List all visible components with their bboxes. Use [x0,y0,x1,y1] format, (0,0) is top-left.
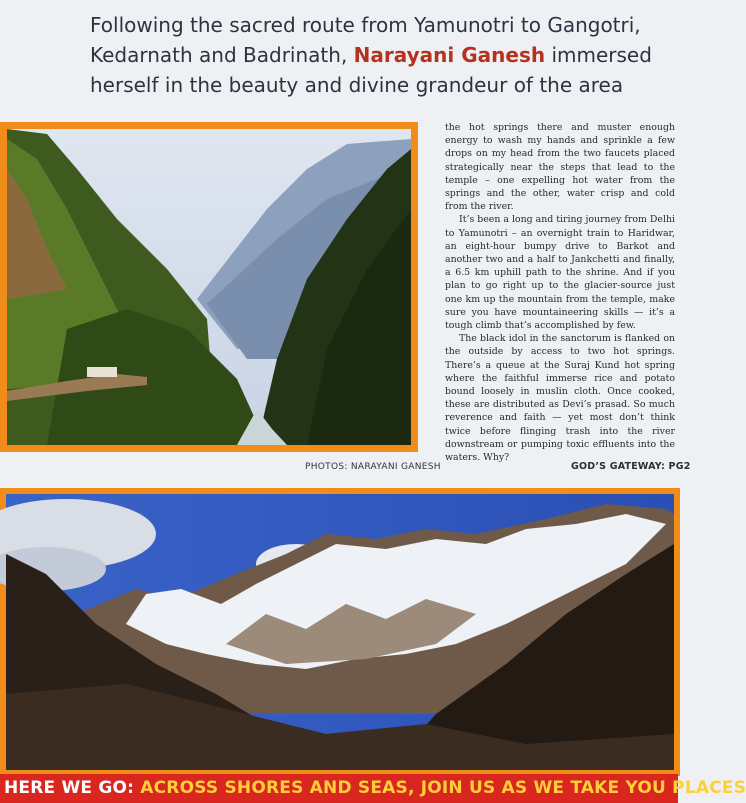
banner-lead: HERE WE GO: [4,778,135,798]
intro-text-after: immersed herself in the beauty and divine grandeur of the area [90,43,652,97]
article-body [445,121,675,464]
author-name: Narayani Ganesh [353,43,546,67]
mountain-photo [0,488,680,776]
article-paragraph: The black idol in the sanctorum is flanked on the outside by access to two hot springs. There’s a queue at the Suraj Kund hot spring where the faithful immerse rice and potato bound loosely in muslin cloth. Once cooked, these are distributed as Devi’s prasad. So much reverence and faith — yet most don’t think twice before flinging trash into the river downstream or pumping toxic effluents into the waters. Why? [445,333,675,464]
promo-banner [0,774,746,803]
photo-credit: PHOTOS: NARAYANI GANESH [305,462,441,472]
valley-photo [0,122,418,452]
intro-text-before: Following the sacred route from Yamunotri to Gangotri, Kedarnath and Badrinath, [90,13,641,67]
article-paragraph: It’s been a long and tiring journey from Delhi to Yamunotri – an overnight train to Haridwar, an eight-hour bumpy drive to Barkot and another two and a half to Jankchetti and finally, a 6.5 km uphill path to the shrine. And if you plan to go right up to the glacier-source just one km up the mountain from the temple, make sure you have mountaineering skills — it’s a tough climb that’s accomplished by few. [445,214,675,332]
banner-tagline: ACROSS SHORES AND SEAS, JOIN US AS WE TAKE YOU PLACES [134,778,746,798]
intro-deck [90,10,680,100]
article-paragraph: the hot springs there and muster enough energy to wash my hands and sprinkle a few drops on my head from the two faucets placed strategically near the steps that lead to the temple – one expelling hot water from the springs and the other, water crisp and cold from the river. [445,122,675,213]
continuation-link[interactable]: GOD’S GATEWAY: PG2 [571,461,691,472]
